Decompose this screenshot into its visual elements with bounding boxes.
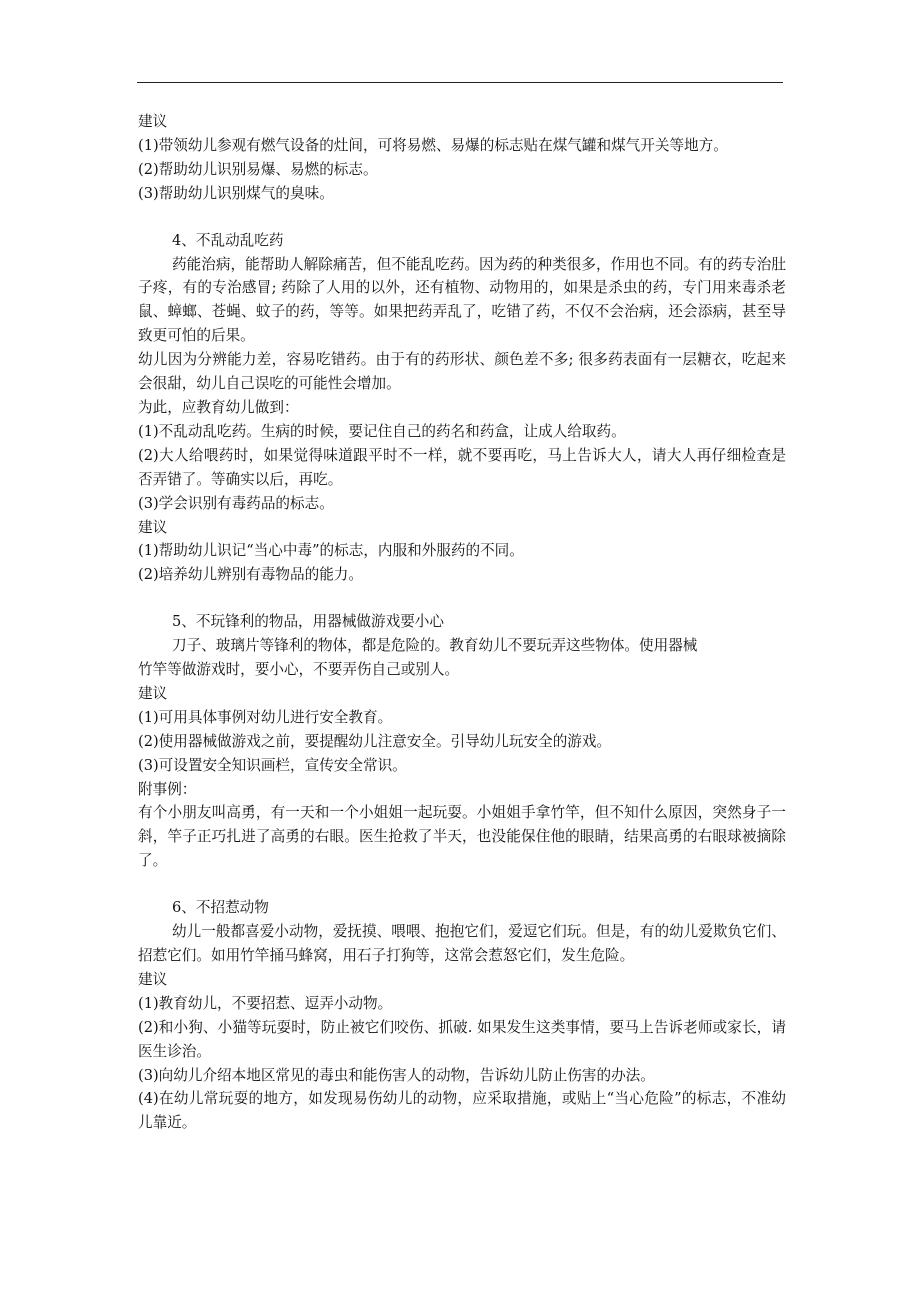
point-item: (2)大人给喂药时，如果觉得味道跟平时不一样，就不要再吃，马上告诉大人，请大人再仔细检查是否弄错了。等确实以后，再吃。 bbox=[138, 446, 786, 488]
advice-item: (1)帮助幼儿识记“当心中毒”的标志，内服和外服药的不同。 bbox=[138, 542, 524, 560]
section-4 bbox=[138, 229, 786, 588]
point-item: (1)不乱动乱吃药。生病的时候，要记住自己的药名和药盒，让成人给取药。 bbox=[138, 422, 626, 440]
example-paragraph: 有个小朋友叫高勇，有一天和一个小姐姐一起玩耍。小姐姐手拿竹竿，但不知什么原因，突然身子一斜，竿子正巧扎进了高勇的右眼。医生抢救了半天，也没能保住他的眼睛，结果高勇的右眼球被摘除了。 bbox=[138, 804, 786, 870]
advice-item: (3)帮助幼儿识别煤气的臭味。 bbox=[138, 184, 334, 202]
advice-label: 建议 bbox=[138, 970, 168, 988]
paragraph: 药能治病，能帮助人解除痛苦，但不能乱吃药。因为药的种类很多，作用也不同。有的药专治肚子疼，有的专治感冒; 药除了人用的以外，还有植物、动物用的，如果是杀虫的药，专门用来毒杀老鼠、蟑螂、苍蝇、蚊子的药，等等。如果把药弄乱了，吃错了药，不仅不会治病，还会添病，甚至导致更可怕的后果。 bbox=[138, 255, 786, 345]
advice-item: (2)和小狗、小猫等玩耍时，防止被它们咬伤、抓破. 如果发生这类事情，要马上告诉老师或家长，请医生诊治。 bbox=[138, 1018, 786, 1060]
section-3-continued bbox=[138, 110, 786, 206]
section-heading: 6、不招惹动物 bbox=[172, 899, 269, 917]
point-item: (3)学会识别有毒药品的标志。 bbox=[138, 494, 334, 512]
advice-item: (1)带领幼儿参观有燃气设备的灶间，可将易燃、易爆的标志贴在煤气罐和煤气开关等地方。 bbox=[138, 136, 728, 154]
section-5 bbox=[138, 610, 786, 873]
advice-item: (4)在幼儿常玩耍的地方，如发现易伤幼儿的动物，应采取措施，或贴上“当心危险”的标志，不准幼儿靠近。 bbox=[138, 1090, 786, 1132]
paragraph-line: 刀子、玻璃片等锋利的物体，都是危险的。教育幼儿不要玩弄这些物体。使用器械 bbox=[172, 637, 698, 655]
advice-item: (2)培养幼儿辨别有毒物品的能力。 bbox=[138, 566, 363, 584]
advice-item: (3)可设置安全知识画栏，宣传安全常识。 bbox=[138, 756, 407, 774]
advice-item: (2)帮助幼儿识别易爆、易燃的标志。 bbox=[138, 160, 378, 178]
section-heading: 4、不乱动乱吃药 bbox=[172, 231, 284, 249]
advice-label: 建议 bbox=[138, 684, 168, 702]
lead-text: 为此，应教育幼儿做到： bbox=[138, 398, 299, 416]
paragraph: 幼儿一般都喜爱小动物，爱抚摸、喂喂、抱抱它们，爱逗它们玩。但是，有的幼儿爱欺负它们、招惹它们。如用竹竿捅马蜂窝，用石子打狗等，这常会惹怒它们，发生危险。 bbox=[138, 923, 786, 964]
header-rule bbox=[137, 82, 783, 83]
paragraph: 幼儿因为分辨能力差，容易吃错药。由于有的药形状、颜色差不多; 很多药表面有一层糖衣，吃起来会很甜，幼儿自己误吃的可能性会增加。 bbox=[138, 351, 786, 393]
advice-label: 建议 bbox=[138, 518, 168, 536]
example-label: 附事例： bbox=[138, 780, 197, 798]
advice-item: (1)教育幼儿，不要招惹、逗弄小动物。 bbox=[138, 994, 393, 1012]
advice-item: (3)向幼儿介绍本地区常见的毒虫和能伤害人的动物，告诉幼儿防止伤害的办法。 bbox=[138, 1066, 655, 1084]
section-heading: 5、不玩锋利的物品，用器械做游戏要小心 bbox=[172, 613, 444, 631]
paragraph-line: 竹竿等做游戏时，要小心，不要弄伤自己或别人。 bbox=[138, 661, 460, 679]
section-6 bbox=[138, 896, 786, 1135]
advice-item: (1)可用具体事例对幼儿进行安全教育。 bbox=[138, 708, 393, 726]
advice-item: (2)使用器械做游戏之前，要提醒幼儿注意安全。引导幼儿玩安全的游戏。 bbox=[138, 732, 612, 750]
advice-label: 建议 bbox=[138, 113, 168, 130]
document-body bbox=[138, 110, 786, 1135]
